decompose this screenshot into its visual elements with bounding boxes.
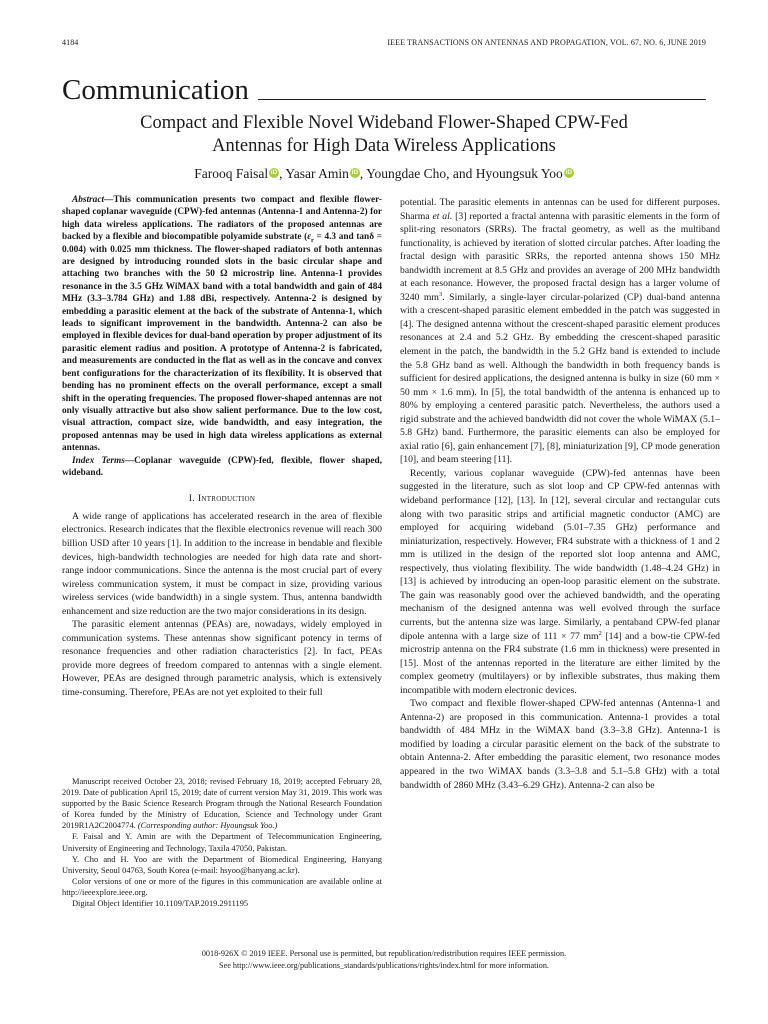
epsilon-symbol: ε [307, 232, 312, 243]
author-separator: , [279, 166, 286, 181]
body-paragraph-proposed: Two compact and flexible flower-shaped CPW-fed antennas (Antenna-1 and Antenna-2) are proposed in this communication. Antenna-1 provides a total bandwidth of 484 MHz in the WiMAX band (3.3–3.8 GHz). Antenna-1 is modified by loading a circular parasitic element on the back of the substrate to obtain Antenna-2. After embedding the parasitic element, two resonance modes appeared in the two WiMAX bands (3.3–3.8 and 5.1–5.8 GHz) with a total bandwidth of 2860 MHz (3.43–6.29 GHz). Antenna-2 can also be [400, 698, 720, 791]
footnote-affiliation-2: Y. Cho and H. Yoo are with the Department of Biomedical Engineering, Hanyang University, Seoul 04763, South Korea (e-mail: hsyoo@hanyang.ac.kr). [62, 854, 382, 875]
author-separator: , [359, 166, 367, 181]
running-head [62, 38, 706, 50]
orcid-icon[interactable]: iD [565, 169, 573, 176]
body-text: [3] reported a fractal antenna with parasitic elements in the form of split-ring resonators (SRRs). The fractal geometry, as well as the multiband functionality, is achieved by iteration of slotted circular patches. After loading the fractal design with parasitic SRRs, the reported antenna shows 150 MHz bandwidth increment at 8.5 GHz and provides an average of 200 MHz bandwidth at each resonance. However, the proposed fractal design has a larger volume of 3240 mm [400, 210, 721, 303]
abstract-text-2: = 4.3 and tanδ = 0.004) with 0.025 mm thickness. The flower-shaped radiators of both antennas are designed by introducing rounded slots in the basic circular shape and attaching two branches with the 50 Ω microstrip line. Antenna-1 provides resonance in the 3.5 GHz WiMAX band with a total bandwidth and gain of 484 MHz (3.3–3.784 GHz) and 1.88 dBi, respectively. Antenna-2 is designed by embedding a parasitic element at the back of the substrate of Antenna-1, which leads to significant improvement in the bandwidth. Antenna-2 can also be employed in flexible devices for dual-band operation by proper adjustment of its parasitic element radius and position. A prototype of Antenna-2 is fabricated, and measurements are conducted in the flat as well as in the concave and convex bent configurations for the characterization of its flexibility. It is observed that bending has no prominent effects on the overall performance, except a small shift in the operating frequencies. The proposed flower-shaped antennas are not only visually attractive but also show salient performance. Due to the low cost, visual attraction, compact size, wide bandwidth, and easy integration, the proposed antennas may be used in high data wireless applications as external antennas. [62, 232, 382, 454]
footnote-received [62, 776, 382, 831]
orcid-icon[interactable]: iD [270, 169, 278, 176]
section-title-initial: I [197, 493, 202, 505]
title-line-2: Antennas for High Data Wireless Applications [212, 135, 556, 156]
body-text: Recently, various coplanar waveguide (CPW)-fed antennas have been suggested in the literature, such as slot loop and CP CPW-fed antennas with wideband performance [12], [13]. In [12], several circular and rectangular cuts along with two parasitic strips and artificial magnetic conductor (AMC) are employed for acquiring wideband (5.01–7.35 GHz) performance and miniaturization, respectively. However, FR4 substrate with a thickness of 1 and 2 mm is utilized in the design of the reported slot loop antenna and AMC, respectively, thus violating flexibility. The wide bandwidth (1.48–4.24 GHz) in [13] is achieved by introducing an open-loop parasitic element on the substrate. The gain was reasonably good over the achieved bandwidth, and the operating mechanism of the designed antenna was well evolved through the surface currents, but the antenna size was large. Similarly, a pentaband CPW-fed planar dipole antenna with a large size of 111 × 77 mm [400, 467, 720, 642]
abstract-text-1: This communication presents two compact and flexible flower-shaped coplanar waveguide (CPW)-fed antennas (Antenna-1 and Antenna-2) for high data wireless applications. The radiators of the proposed antennas are backed by a flexible and biocompatible polyamide substrate ( [62, 195, 382, 243]
intro-paragraph-1: A wide range of applications has accelerated research in the area of flexible electronics. Research indicates that the flexible electronics revenue will reach 300 billion USD after 10 years [1]. In addition to the increase in bendable and flexible devices, high-bandwidth technologies are needed for high data rate and short-range indoor communications. Since the antenna is the most crucial part of every wireless communication system, it must be compact in size, providing various wireless services (wide bandwidth) in a single system. Thus, antenna bandwidth enhancement and size reduction are the two major considerations in its design. [62, 510, 382, 617]
body-paragraph-continued [400, 196, 720, 467]
index-terms [62, 455, 382, 480]
author-name: Youngdae Cho, and Hyoungsuk Yoo [366, 166, 563, 181]
epsilon-subscript: r [311, 237, 314, 245]
author-name: Farooq Faisal [194, 166, 269, 181]
footnote-doi: Digital Object Identifier 10.1109/TAP.2019.2911195 [72, 899, 249, 909]
body-text: potential. The parasitic elements in antennas can be used for different purposes. Sharma [400, 197, 720, 222]
title-line-1: Compact and Flexible Novel Wideband Flower-Shaped CPW-Fed [140, 113, 628, 133]
header-rule [258, 99, 706, 100]
page-number: 4184 [62, 38, 79, 47]
superscript: 2 [598, 629, 602, 637]
copyright-line-2: See http://www.ieee.org/publications_standards/publications/rights/index.html for more information. [219, 960, 549, 970]
author-list [100, 166, 668, 182]
footnote-received-text: Manuscript received October 23, 2018; revised February 18, 2019; accepted February 28, 2019. Date of publication April 15, 2019; date of current version May 31, 2019. This work was supported by the Basic Science Research Program through the National Research Foundation of Korea funded by the Ministry of Education, Science and Technology under Grant 2019R1A2C2004774. [62, 777, 382, 831]
section-heading-introduction [62, 492, 382, 506]
section-numeral: I. [188, 493, 196, 505]
abstract-label: Abstract [72, 195, 105, 205]
author-name: Yasar Amin [285, 166, 349, 181]
copyright-notice [62, 948, 706, 971]
orcid-icon[interactable]: iD [351, 169, 359, 176]
footnotes [62, 776, 382, 909]
corresponding-author: (Corresponding author: Hyoungsuk Yoo.) [137, 821, 278, 831]
section-title-rest: ntroduction [201, 493, 256, 505]
abstract-dash: — [104, 195, 114, 205]
footnote-affiliation-1: F. Faisal and Y. Amin are with the Department of Telecommunication Engineering, University of Engineering and Technology, Taxila 47050, Pakistan. [62, 832, 382, 853]
copyright-line-1: 0018-926X © 2019 IEEE. Personal use is permitted, but republication/redistribution requires IEEE permission. [201, 949, 567, 958]
index-terms-label: Index Terms [72, 455, 125, 466]
left-column [62, 194, 382, 700]
body-text-italic: et al. [432, 210, 453, 222]
index-terms-dash: — [124, 455, 135, 466]
intro-paragraph-2: The parasitic element antennas (PEAs) are, nowadays, widely employed in communication systems. These antennas show significant potency in terms of resonance frequencies and other radiation characteristics [2]. In fact, PEAs provide more degrees of freedom compared to antennas with a single element. However, PEAs are designed through parametric analysis, which is extensively time-consuming. Therefore, PEAs are not yet exploited to their full [62, 619, 382, 698]
index-terms-text: Coplanar waveguide (CPW)-fed, flexible, flower shaped, wideband. [62, 455, 382, 478]
article-type-label: Communication [62, 74, 249, 106]
footnote-color-versions: Color versions of one or more of the figures in this communication are available online at http://ieeexplore.ieee.org. [62, 876, 382, 897]
journal-name: IEEE TRANSACTIONS ON ANTENNAS AND PROPAGATION, VOL. 67, NO. 6, JUNE 2019 [387, 38, 706, 47]
right-column [400, 196, 720, 792]
paper-title [100, 112, 668, 157]
body-text: [14] and a bow-tie CPW-fed microstrip antenna on the FR4 substrate (1.6 mm in thickness) were presented in [15]. Most of the antennas reported in the literature are either limited by the complex geometry (multilayers) or by inflexible substrates, thus making them incompatible with modern electronic devices. [400, 630, 720, 696]
body-text: . Similarly, a single-layer circular-polarized (CP) dual-band antenna with a crescent-shaped parasitic element embedded in the patch was suggested in [4]. The designed antenna without the crescent-shaped parasitic element produces resonances at 2.4 and 5.2 GHz. By embedding the crescent-shaped parasitic element in the patch, the bandwidth in the 5.2 GHz band is extended to include the 5.8 GHz band as well. Although the bandwidth in both frequency bands is sufficient for desired applications, the designed antenna is bulky in size (60 mm × 50 mm × 1.6 mm). In [5], the total bandwidth of the antenna is enhanced up to 80% by employing a centered parasitic patch. Nevertheless, the authors used a rigid substrate and the achieved bandwidth did not cover the whole WiMAX (5.1–5.8 GHz) band. Furthermore, the parasitic elements can also be employed for axial ratio [6], gain enhancement [7], [8], miniaturization [9], CP mode generation [10], and beam steering [11]. [400, 291, 721, 466]
abstract [62, 194, 382, 455]
body-paragraph-cpw [400, 467, 720, 697]
superscript: 3 [438, 290, 443, 298]
